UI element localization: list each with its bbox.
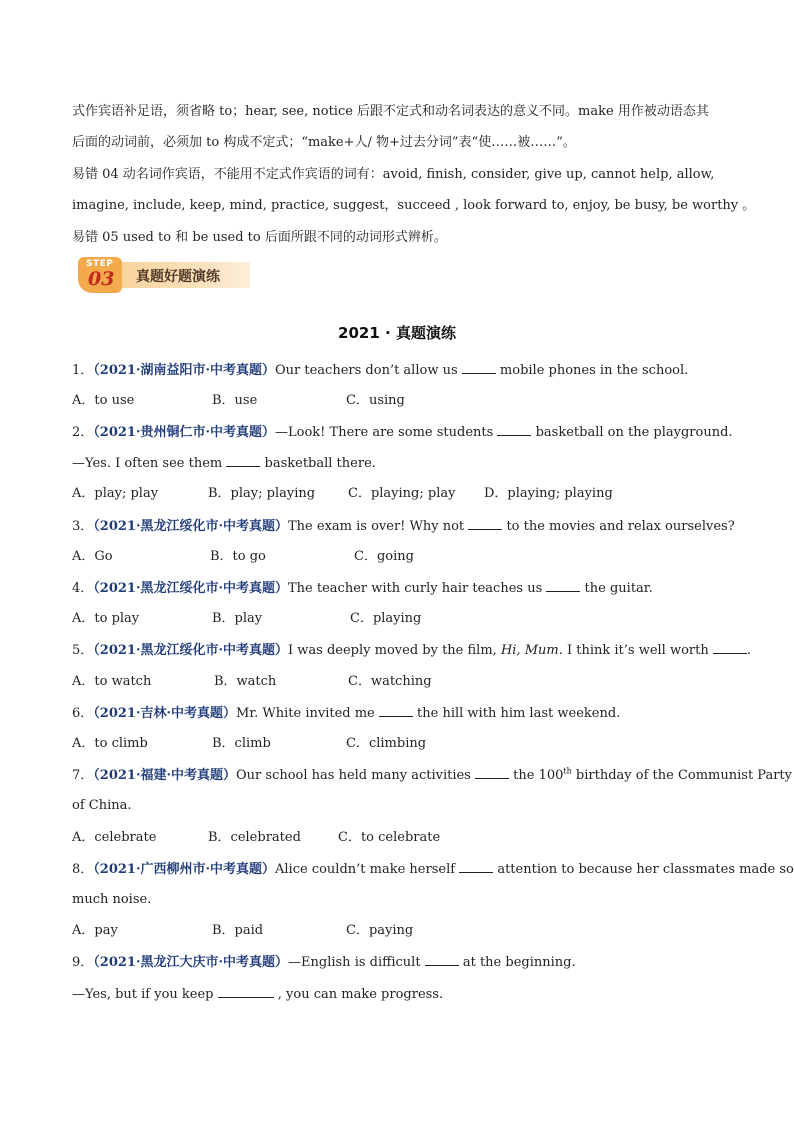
answer-blank[interactable] — [459, 860, 493, 873]
question-source: （2021·黑龙江绥化市·中考真题） — [93, 581, 289, 596]
option-c[interactable]: C．climbing — [346, 736, 427, 751]
question-text: . — [746, 643, 752, 658]
question-number: 8． — [72, 862, 94, 877]
option-a[interactable]: A．pay — [72, 923, 118, 938]
question-2-line-2 — [72, 454, 734, 473]
option-b[interactable]: B．play; playing — [208, 486, 316, 501]
step-label: STEP — [86, 259, 114, 269]
option-a[interactable]: A．to climb — [72, 736, 148, 751]
question-text: —English is difficult — [288, 955, 421, 970]
question-source: （2021·吉林·中考真题） — [93, 706, 237, 721]
question-number: 3． — [72, 519, 94, 534]
question-source: （2021·黑龙江大庆市·中考真题） — [93, 955, 289, 970]
question-text: the 100 — [513, 768, 564, 783]
option-c[interactable]: C．playing — [350, 611, 422, 626]
option-a[interactable]: A．to watch — [72, 674, 152, 689]
intro-line-3: 易错 04 动名词作宾语，不能用不定式作宾语的词有：avoid, finish, consider, give up, cannot help, allow, — [72, 167, 715, 182]
ordinal-suffix: th — [563, 766, 572, 776]
intro-line-4: imagine, include, keep, mind, practice, suggest，succeed , look forward to, enjoy, be busy, be worthy 。 — [72, 198, 756, 213]
question-text: birthday of the Communist Party — [575, 768, 792, 783]
step-badge — [78, 257, 122, 293]
answer-blank[interactable] — [379, 704, 413, 717]
question-text: —Yes. I often see them — [72, 456, 223, 471]
question-text: , you can make progress. — [277, 987, 444, 1002]
answer-blank[interactable] — [468, 517, 502, 530]
question-text: to the movies and relax ourselves? — [506, 519, 735, 534]
option-c[interactable]: C．to celebrate — [338, 830, 441, 845]
question-text: Alice couldn’t make herself — [275, 862, 456, 877]
question-text: I think it’s well worth — [566, 643, 709, 658]
question-2 — [72, 423, 734, 442]
option-b[interactable]: B．paid — [212, 923, 264, 938]
question-text: —Look! There are some students — [275, 425, 494, 440]
question-4 — [72, 579, 734, 598]
question-text: Our school has held many activities — [236, 768, 471, 783]
answer-blank[interactable] — [462, 361, 496, 374]
question-source: （2021·湖南益阳市·中考真题） — [93, 363, 276, 378]
question-number: 2． — [72, 425, 94, 440]
question-source: （2021·黑龙江绥化市·中考真题） — [93, 643, 289, 658]
question-7 — [72, 766, 792, 785]
question-text: The exam is over! Why not — [288, 519, 465, 534]
question-source: （2021·广西柳州市·中考真题） — [93, 862, 276, 877]
section-heading: 2021 · 真题演练 — [338, 324, 456, 342]
answer-blank[interactable] — [218, 985, 274, 998]
option-b[interactable]: B．climb — [212, 736, 271, 751]
question-5 — [72, 641, 752, 660]
question-6 — [72, 704, 734, 723]
question-text: the guitar. — [584, 581, 653, 596]
question-text: basketball on the playground. — [535, 425, 733, 440]
option-c[interactable]: C．playing; play — [348, 486, 456, 501]
option-c[interactable]: C．going — [354, 549, 414, 564]
option-c[interactable]: C．watching — [348, 674, 432, 689]
step-banner — [78, 257, 250, 293]
answer-blank[interactable] — [497, 423, 531, 436]
question-8 — [72, 860, 794, 879]
answer-blank[interactable] — [425, 953, 459, 966]
option-a[interactable]: A．to play — [72, 611, 140, 626]
intro-line-2: 后面的动词前，必须加 to 构成不定式；“make+人/ 物+过去分词”表“使……被……”。 — [72, 135, 576, 150]
question-text: I was deeply moved by the film, — [288, 643, 497, 658]
question-9 — [72, 953, 734, 972]
question-source: （2021·贵州铜仁市·中考真题） — [93, 425, 276, 440]
question-1 — [72, 361, 734, 380]
question-number: 1． — [72, 363, 94, 378]
question-number: 5． — [72, 643, 94, 658]
question-number: 9． — [72, 955, 94, 970]
question-source: （2021·福建·中考真题） — [93, 768, 237, 783]
question-number: 4． — [72, 581, 94, 596]
question-text: the hill with him last weekend. — [417, 706, 621, 721]
option-a[interactable]: A．play; play — [72, 486, 159, 501]
option-a[interactable]: A．celebrate — [72, 830, 157, 845]
option-d[interactable]: D．playing; playing — [484, 486, 613, 501]
option-b[interactable]: B．play — [212, 611, 263, 626]
question-source: （2021·黑龙江绥化市·中考真题） — [93, 519, 289, 534]
question-8-line-2: much noise. — [72, 892, 152, 907]
option-a[interactable]: A．Go — [72, 549, 113, 564]
option-b[interactable]: B．to go — [210, 549, 266, 564]
question-3 — [72, 517, 734, 536]
question-text: —Yes, but if you keep — [72, 987, 214, 1002]
answer-blank[interactable] — [546, 579, 580, 592]
question-text: at the beginning. — [462, 955, 576, 970]
question-9-line-2 — [72, 985, 734, 1004]
answer-blank[interactable] — [475, 766, 509, 779]
question-text: attention to because her classmates made so — [497, 862, 794, 877]
question-text: basketball there. — [264, 456, 376, 471]
question-text: The teacher with curly hair teaches us — [288, 581, 543, 596]
intro-line-1: 式作宾语补足语，须省略 to；hear, see, notice 后跟不定式和动名词表达的意义不同。make 用作被动语态其 — [72, 104, 709, 119]
option-c[interactable]: C．paying — [346, 923, 414, 938]
option-b[interactable]: B．celebrated — [208, 830, 301, 845]
answer-blank[interactable] — [226, 454, 260, 467]
banner-title: 真题好题演练 — [136, 269, 220, 285]
option-b[interactable]: B．use — [212, 393, 258, 408]
step-number: 03 — [88, 268, 115, 290]
answer-blank[interactable] — [713, 641, 747, 654]
question-text: mobile phones in the school. — [499, 363, 689, 378]
option-b[interactable]: B．watch — [214, 674, 277, 689]
question-number: 6． — [72, 706, 94, 721]
option-a[interactable]: A．to use — [72, 393, 135, 408]
question-number: 7． — [72, 768, 94, 783]
question-text: Our teachers don’t allow us — [275, 363, 458, 378]
film-title: Hi, Mum. — [500, 643, 563, 658]
question-text: Mr. White invited me — [236, 706, 375, 721]
intro-line-5: 易错 05 used to 和 be used to 后面所跟不同的动词形式辨析。 — [72, 230, 447, 245]
question-7-line-2: of China. — [72, 798, 132, 813]
option-c[interactable]: C．using — [346, 393, 405, 408]
